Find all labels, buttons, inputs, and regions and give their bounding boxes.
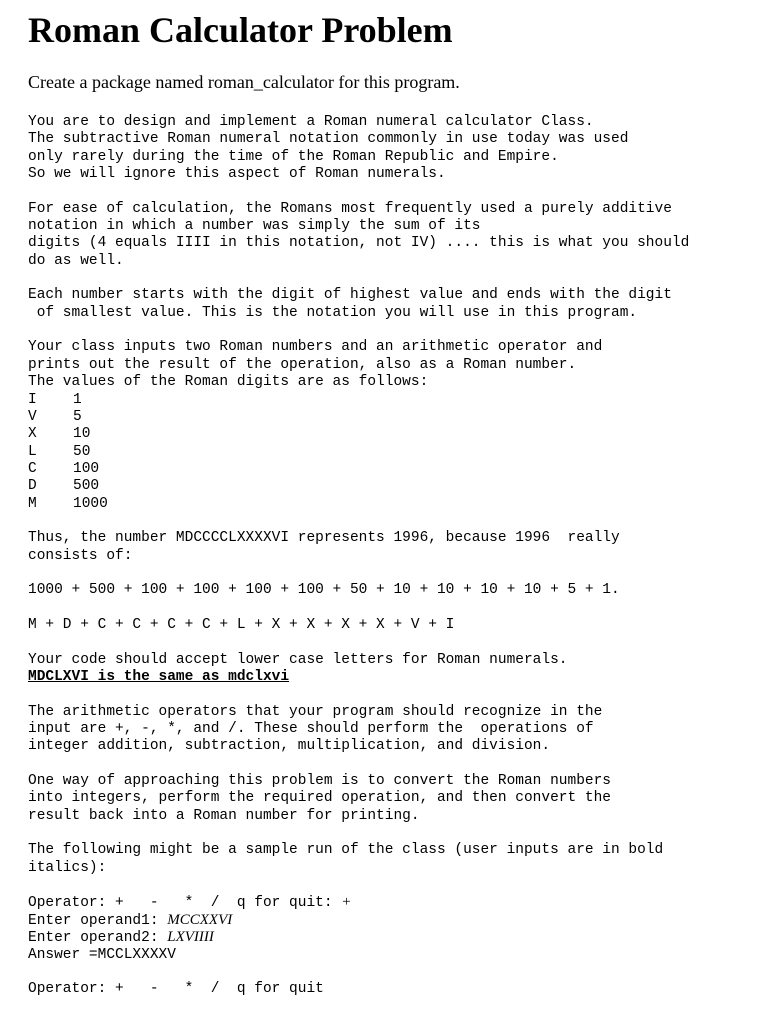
roman-value: 100 — [73, 460, 100, 477]
answer-line: Answer =MCCLXXXXV — [28, 946, 176, 963]
operator-prompt-line-2: Operator: + - * / q for quit — [28, 981, 324, 998]
roman-digit-row — [28, 444, 689, 461]
roman-digit-row — [28, 392, 689, 409]
lowercase-example: MDCLXVI is the same as mdclxvi — [28, 669, 290, 685]
text-line: Thus, the number MDCCCCLXXXXVI represents 1996, because 1996 really — [28, 530, 620, 547]
text-line: Each number starts with the digit of highest value and ends with the digit — [28, 287, 672, 304]
text-line: italics): — [28, 859, 107, 876]
roman-digit-row — [28, 426, 689, 443]
additive-paragraph — [28, 201, 689, 270]
operand1-line — [28, 912, 689, 929]
sample-intro-paragraph — [28, 842, 689, 877]
operand1-label: Enter operand1: — [28, 912, 168, 929]
roman-letter: I — [28, 391, 37, 408]
roman-value: 1 — [73, 391, 82, 408]
text-line: Your code should accept lower case letters for Roman numerals. — [28, 651, 568, 668]
roman-digit-row — [28, 496, 689, 513]
text-line: of smallest value. This is the notation you will use in this program. — [28, 304, 638, 321]
text-line: digits (4 equals IIII in this notation, not IV) .... this is what you should — [28, 235, 690, 252]
operand2-line — [28, 929, 689, 946]
operand1-user-input: MCCXXVI — [167, 911, 233, 928]
roman-value: 10 — [73, 426, 91, 443]
text-line: The arithmetic operators that your program should recognize in the — [28, 703, 603, 720]
text-line: prints out the result of the operation, also as a Roman number. — [28, 356, 577, 373]
text-line: Your class inputs two Roman numbers and an arithmetic operator and — [28, 339, 603, 356]
roman-value: 50 — [73, 443, 91, 460]
problem-text — [28, 114, 689, 999]
operator-user-input: + — [341, 894, 352, 911]
text-line: do as well. — [28, 252, 124, 269]
operator-prompt-line — [28, 894, 689, 911]
roman-value: 500 — [73, 478, 100, 495]
roman-digit-row — [28, 461, 689, 478]
roman-digit-row — [28, 478, 689, 495]
text-line: So we will ignore this aspect of Roman numerals. — [28, 166, 446, 183]
intro-paragraph — [28, 114, 689, 183]
text-line: One way of approaching this problem is to convert the Roman numbers — [28, 773, 611, 790]
roman-digit-row — [28, 409, 689, 426]
text-line: consists of: — [28, 547, 133, 564]
example-paragraph — [28, 530, 689, 565]
text-line: notation in which a number was simply the sum of its — [28, 218, 481, 235]
operator-prompt-label: Operator: + - * / q for quit: — [28, 895, 342, 912]
ordering-paragraph — [28, 287, 689, 322]
roman-letter: M — [28, 495, 37, 512]
operators-paragraph — [28, 704, 689, 756]
roman-letter: C — [28, 460, 37, 477]
lowercase-paragraph — [28, 652, 689, 687]
text-line: only rarely during the time of the Roman Republic and Empire. — [28, 148, 559, 165]
text-line: into integers, perform the required operation, and then convert the — [28, 790, 611, 807]
sample-run — [28, 894, 689, 998]
text-line: input are +, -, *, and /. These should perform the operations of — [28, 721, 594, 738]
sum-numbers-line: 1000 + 500 + 100 + 100 + 100 + 100 + 50 + 10 + 10 + 10 + 10 + 5 + 1. — [28, 582, 620, 599]
page-title: Roman Calculator Problem — [28, 10, 453, 50]
subtitle: Create a package named roman_calculator for this program. — [28, 72, 460, 92]
class-description-paragraph — [28, 339, 689, 391]
text-line: result back into a Roman number for printing. — [28, 807, 420, 824]
text-line: integer addition, subtraction, multiplication, and division. — [28, 738, 551, 755]
text-line: The values of the Roman digits are as follows: — [28, 374, 429, 391]
roman-value: 1000 — [73, 495, 108, 512]
sum-letters-line: M + D + C + C + C + C + L + X + X + X + X + V + I — [28, 616, 455, 633]
operand2-user-input: LXVIIII — [167, 929, 214, 946]
roman-letter: L — [28, 443, 37, 460]
roman-digit-table — [28, 392, 689, 513]
text-line: The following might be a sample run of the class (user inputs are in bold — [28, 842, 664, 859]
text-line: The subtractive Roman numeral notation commonly in use today was used — [28, 131, 629, 148]
operand2-label: Enter operand2: — [28, 930, 168, 947]
approach-paragraph — [28, 773, 689, 825]
roman-letter: X — [28, 426, 37, 443]
text-line: For ease of calculation, the Romans most frequently used a purely additive — [28, 200, 672, 217]
roman-value: 5 — [73, 408, 82, 425]
roman-letter: V — [28, 408, 37, 425]
roman-letter: D — [28, 478, 37, 495]
text-line: You are to design and implement a Roman numeral calculator Class. — [28, 114, 594, 130]
